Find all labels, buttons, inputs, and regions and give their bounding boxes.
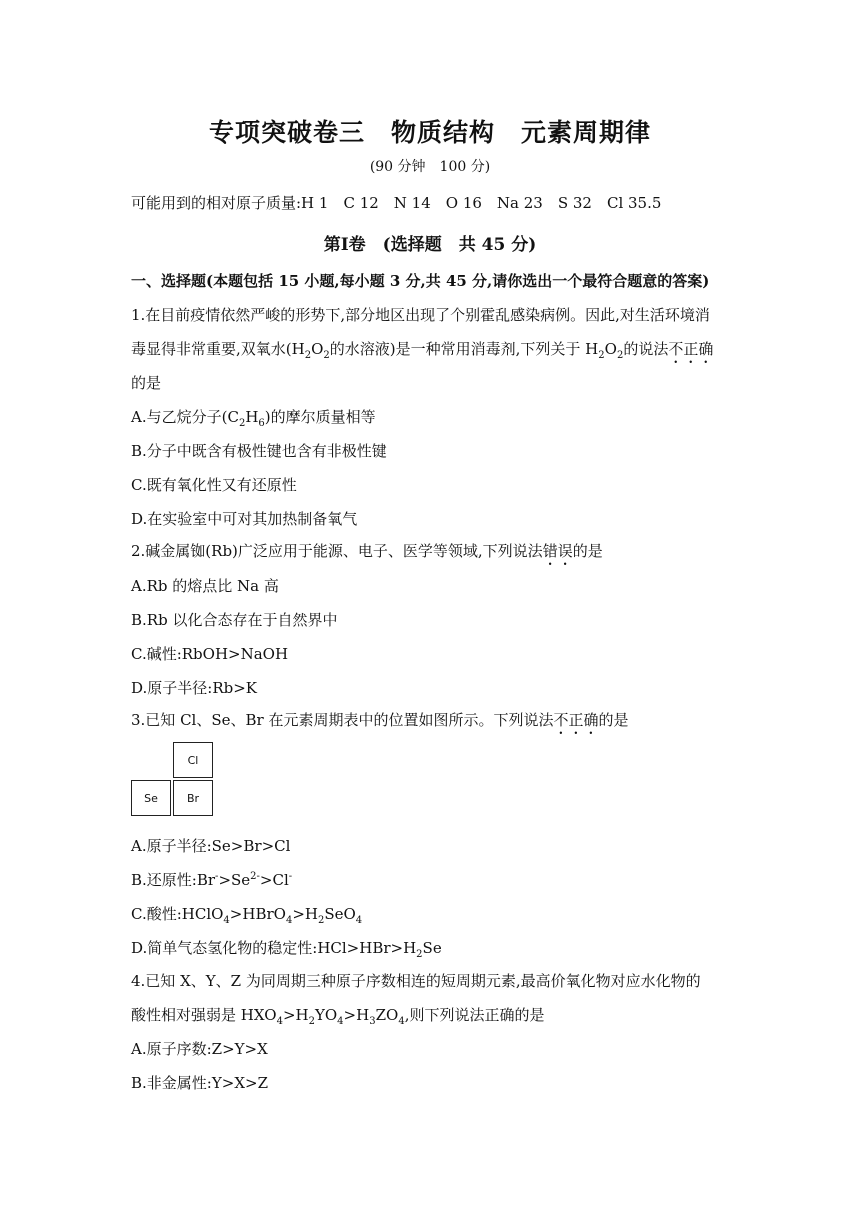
q1-option-b: B.分子中既含有极性键也含有非极性键 — [131, 442, 387, 460]
q4-option-b: B.非金属性:Y>X>Z — [131, 1074, 268, 1092]
q1-option-d: D.在实验室中可对其加热制备氧气 — [131, 510, 358, 528]
atomic-masses: 可能用到的相对原子质量:H 1 C 12 N 14 O 16 Na 23 S 32 Cl 35.5 — [131, 194, 662, 212]
q2-option-a: A.Rb 的熔点比 Na 高 — [131, 577, 279, 595]
emphasis-text: 错误 — [542, 542, 573, 560]
part-heading: 一、选择题(本题包括 15 小题,每小题 3 分,共 45 分,请你选出一个最符合题意的答案) — [131, 272, 710, 290]
q2-option-b: B.Rb 以化合态存在于自然界中 — [131, 611, 338, 629]
q1-stem-line3: 的是 — [131, 374, 162, 392]
q1-stem-line2: 毒显得非常重要,双氧水($H_2O_2$的水溶液)是一种常用消毒剂,下列关于 $H_2O_2$的说法不正确 — [131, 340, 714, 361]
q3-option-d: D.简单气态氢化物的稳定性$:HCl>HBr>H_2Se$ — [131, 939, 442, 960]
emphasis-text: 不正确 — [553, 711, 599, 729]
exam-duration-score: (90 分钟 100 分) — [369, 159, 491, 175]
q2-option-d: D.原子半径:Rb>K — [131, 679, 257, 697]
q3-stem: 3.已知 Cl、Se、Br 在元素周期表中的位置如图所示。下列说法不正确的是 — [131, 711, 629, 729]
q4-stem-line1: 4.已知 X、Y、Z 为同周期三种原子序数相连的短周期元素,最高价氧化物对应水化物的 — [131, 972, 701, 990]
element-cell-br: Br — [173, 780, 213, 816]
q2-option-c: C.碱性:RbOH>NaOH — [131, 645, 289, 663]
q4-option-a: A.原子序数:Z>Y>X — [131, 1040, 268, 1058]
element-cell-cl: Cl — [173, 742, 213, 778]
section-title: 第Ⅰ卷 (选择题 共 45 分) — [323, 235, 537, 255]
q1-option-c: C.既有氧化性又有还原性 — [131, 476, 297, 494]
emphasis-text: 不正确 — [668, 340, 714, 358]
page-title: 专项突破卷三 物质结构 元素周期律 — [208, 118, 651, 147]
q4-stem-line2: 酸性相对强弱是 $HXO_4>H_2YO_4>H_3ZO_4$,则下列说法正确的是 — [131, 1006, 545, 1027]
q3-option-a: A.原子半径:Se>Br>Cl — [131, 837, 291, 855]
q3-option-c: C.酸性$:HClO_4>HBrO_4>H_2SeO_4$ — [131, 905, 363, 926]
periodic-table-fragment — [131, 742, 215, 818]
q2-stem: 2.碱金属铷(Rb)广泛应用于能源、电子、医学等领域,下列说法错误的是 — [131, 542, 603, 560]
q1-stem-line1: 1.在目前疫情依然严峻的形势下,部分地区出现了个别霍乱感染病例。因此,对生活环境消 — [131, 306, 710, 324]
element-cell-se: Se — [131, 780, 171, 816]
q1-option-a: A.与乙烷分子$(C_2H_6)$的摩尔质量相等 — [131, 408, 376, 429]
q3-option-b: B.还原性$:Br^->Se^{2-}>Cl^-$ — [131, 871, 293, 889]
